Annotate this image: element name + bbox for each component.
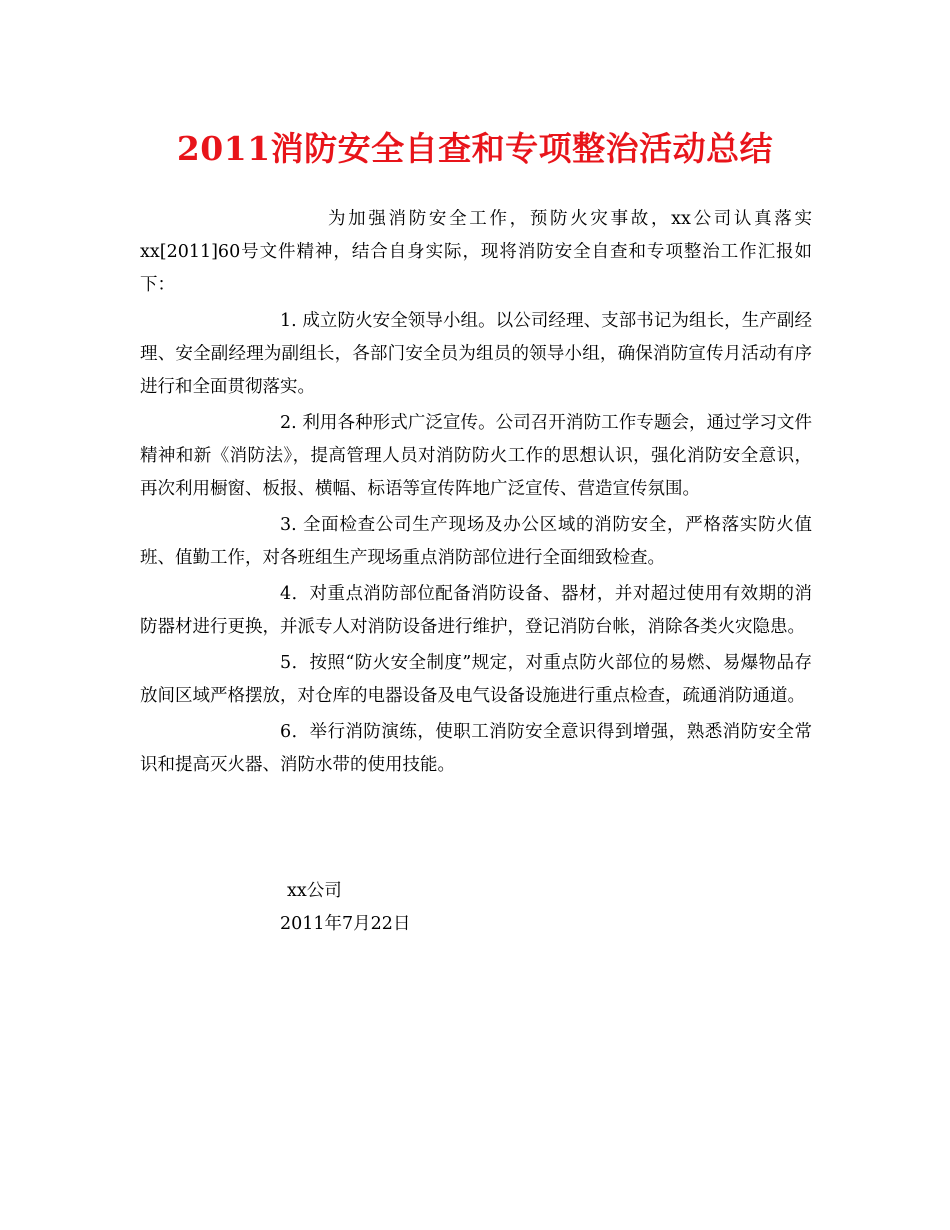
item-paragraph-5: 5．按照“防火安全制度”规定，对重点防火部位的易燃、易爆物品存放间区域严格摆放，对仓库的电器设备及电气设备设施进行重点检查，疏通消防通道。 <box>140 653 812 706</box>
item-paragraph-6: 6．举行消防演练，使职工消防安全意识得到增强，熟悉消防安全常识和提高灭火器、消防水带的使用技能。 <box>140 722 812 775</box>
item-paragraph-4: 4．对重点消防部位配备消防设备、器材，并对超过使用有效期的消防器材进行更换，并派专人对消防设备进行维护，登记消防台帐，消除各类火灾隐患。 <box>140 584 812 637</box>
document-title: 2011消防安全自查和专项整治活动总结 <box>176 129 774 168</box>
signature-date: 2011年7月22日 <box>280 914 411 934</box>
item-paragraph-2: 2. 利用各种形式广泛宣传。公司召开消防工作专题会，通过学习文件精神和新《消防法》，提高管理人员对消防防火工作的思想认识，强化消防安全意识，再次利用橱窗、板报、横幅、标语等宣传阵地广泛宣传、营造宣传氛围。 <box>140 413 812 499</box>
item-paragraph-3: 3. 全面检查公司生产现场及办公区域的消防安全，严格落实防火值班、值勤工作，对各班组生产现场重点消防部位进行全面细致检查。 <box>140 515 812 568</box>
item-paragraph-1: 1. 成立防火安全领导小组。以公司经理、支部书记为组长，生产副经理、安全副经理为副组长，各部门安全员为组员的领导小组，确保消防宣传月活动有序进行和全面贯彻落实。 <box>140 311 812 397</box>
intro-paragraph: 为加强消防安全工作，预防火灾事故，xx公司认真落实xx[2011]60号文件精神，结合自身实际，现将消防安全自查和专项整治工作汇报如下： <box>140 209 812 295</box>
signature-company: xx公司 <box>287 881 342 901</box>
document-body <box>140 203 812 785</box>
